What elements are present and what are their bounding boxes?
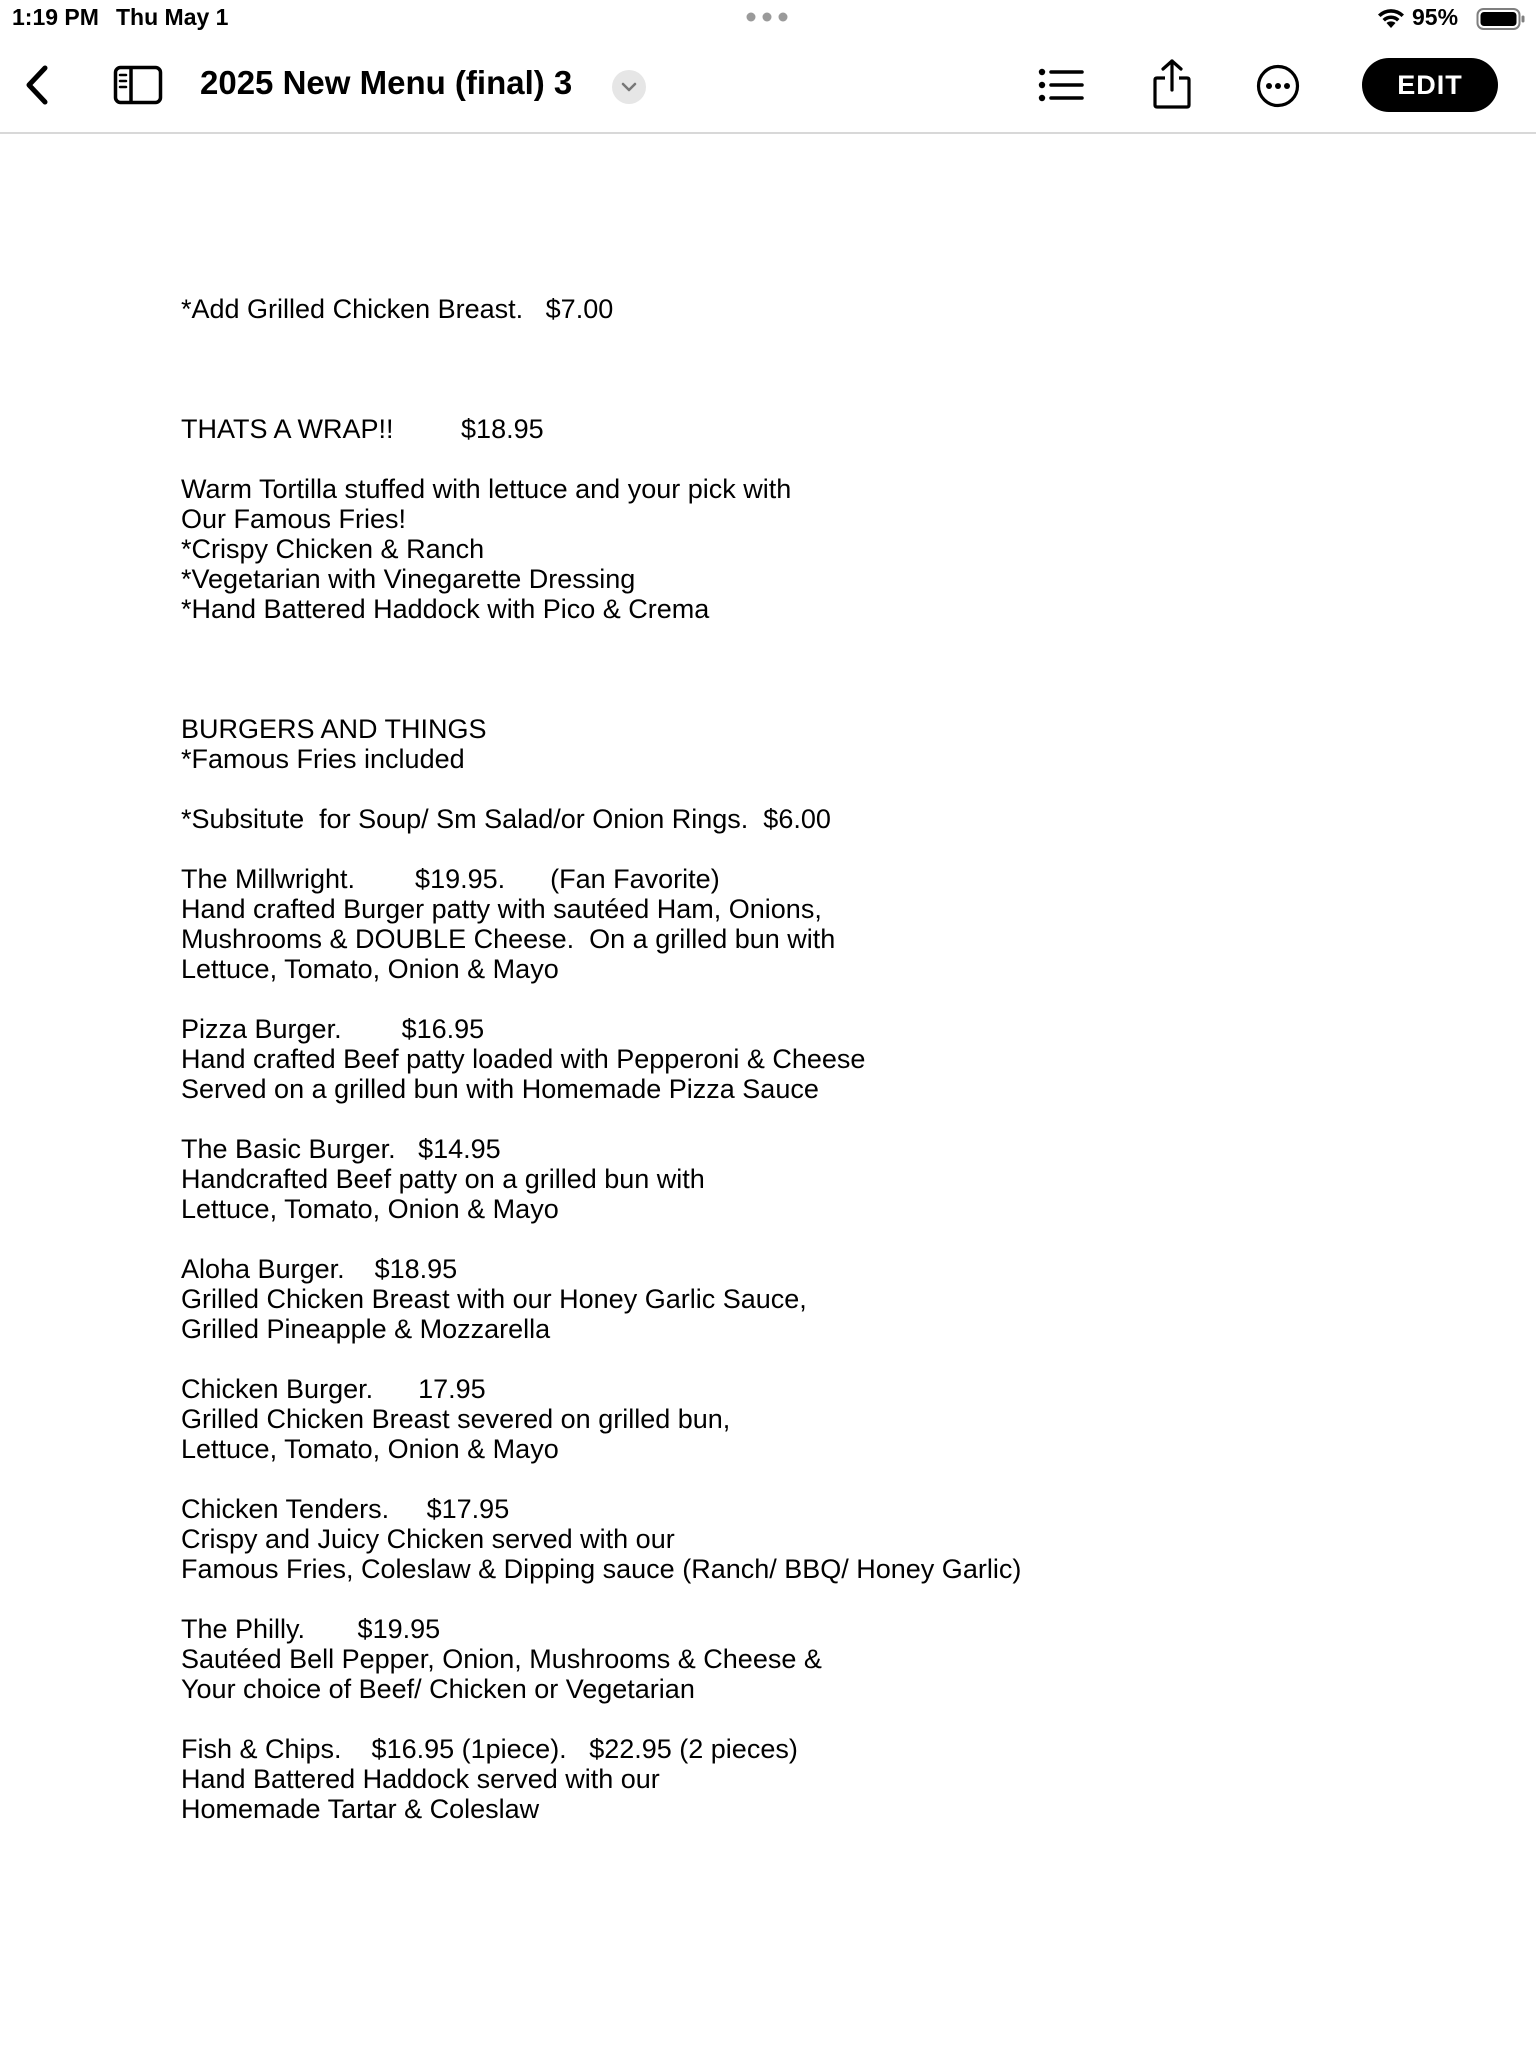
document-line: Chicken Burger. 17.95 <box>181 1374 486 1404</box>
status-bar <box>0 0 1536 40</box>
document-line: Grilled Chicken Breast with our Honey Garlic Sauce, <box>181 1284 807 1314</box>
document-line: Hand crafted Burger patty with sautéed Ham, Onions, <box>181 894 822 924</box>
multitasking-dots-icon[interactable] <box>745 9 789 25</box>
back-button[interactable] <box>14 60 58 110</box>
document-line: *Crispy Chicken & Ranch <box>181 534 485 564</box>
share-button[interactable] <box>1148 56 1196 112</box>
document-line: Chicken Tenders. $17.95 <box>181 1494 510 1524</box>
document-line: Warm Tortilla stuffed with lettuce and your pick with <box>181 474 792 504</box>
document-toolbar <box>0 40 1536 134</box>
document-line: Handcrafted Beef patty on a grilled bun with <box>181 1164 705 1194</box>
ellipsis-circle-icon <box>1256 64 1300 108</box>
document-line: Pizza Burger. $16.95 <box>181 1014 485 1044</box>
document-line: *Hand Battered Haddock with Pico & Crema <box>181 594 710 624</box>
document-line: BURGERS AND THINGS <box>181 714 487 744</box>
status-time: 1:19 PM <box>12 4 99 30</box>
document-line: Homemade Tartar & Coleslaw <box>181 1794 540 1824</box>
document-line: The Millwright. $19.95. (Fan Favorite) <box>181 864 720 894</box>
document-line: Served on a grilled bun with Homemade Pizza Sauce <box>181 1074 819 1104</box>
title-menu-button[interactable] <box>612 70 646 104</box>
document-line: Mushrooms & DOUBLE Cheese. On a grilled bun with <box>181 924 836 954</box>
chevron-down-icon <box>621 82 637 92</box>
list-view-button[interactable] <box>1036 62 1086 108</box>
document-line: Lettuce, Tomato, Onion & Mayo <box>181 1434 559 1464</box>
document-line: Aloha Burger. $18.95 <box>181 1254 458 1284</box>
document-title[interactable]: 2025 New Menu (final) 3 <box>200 64 573 101</box>
sidebar-toggle-button[interactable] <box>112 62 164 108</box>
document-line: THATS A WRAP!! $18.95 <box>181 414 544 444</box>
document-line: *Vegetarian with Vinegarette Dressing <box>181 564 636 594</box>
document-line: Fish & Chips. $16.95 (1piece). $22.95 (2 pieces) <box>181 1734 798 1764</box>
document-line: Hand Battered Haddock served with our <box>181 1764 660 1794</box>
document-line: Famous Fries, Coleslaw & Dipping sauce (Ranch/ BBQ/ Honey Garlic) <box>181 1554 1022 1584</box>
list-icon <box>1038 67 1084 103</box>
document-line: *Add Grilled Chicken Breast. $7.00 <box>181 294 614 324</box>
wifi-icon <box>1376 6 1406 30</box>
document-line: Your choice of Beef/ Chicken or Vegetarian <box>181 1674 695 1704</box>
document-line: Lettuce, Tomato, Onion & Mayo <box>181 954 559 984</box>
battery-icon <box>1476 6 1526 32</box>
document-line: The Basic Burger. $14.95 <box>181 1134 501 1164</box>
document-line: Grilled Chicken Breast severed on grilled bun, <box>181 1404 731 1434</box>
status-date: Thu May 1 <box>116 4 229 30</box>
document-line: Crispy and Juicy Chicken served with our <box>181 1524 675 1554</box>
more-options-button[interactable] <box>1254 62 1302 110</box>
document-line: *Famous Fries included <box>181 744 465 774</box>
chevron-left-icon <box>23 64 49 106</box>
document-line: Sautéed Bell Pepper, Onion, Mushrooms & Cheese & <box>181 1644 822 1674</box>
sidebar-icon <box>113 65 163 105</box>
document-line: Hand crafted Beef patty loaded with Pepperoni & Cheese <box>181 1044 866 1074</box>
battery-percentage: 95% <box>1412 4 1459 30</box>
document-line: *Subsitute for Soup/ Sm Salad/or Onion Rings. $6.00 <box>181 804 831 834</box>
document-line: Lettuce, Tomato, Onion & Mayo <box>181 1194 559 1224</box>
document-line: Grilled Pineapple & Mozzarella <box>181 1314 551 1344</box>
document-line: Our Famous Fries! <box>181 504 407 534</box>
share-icon <box>1152 58 1192 110</box>
edit-button[interactable]: EDIT <box>1362 58 1498 112</box>
document-line: The Philly. $19.95 <box>181 1614 441 1644</box>
